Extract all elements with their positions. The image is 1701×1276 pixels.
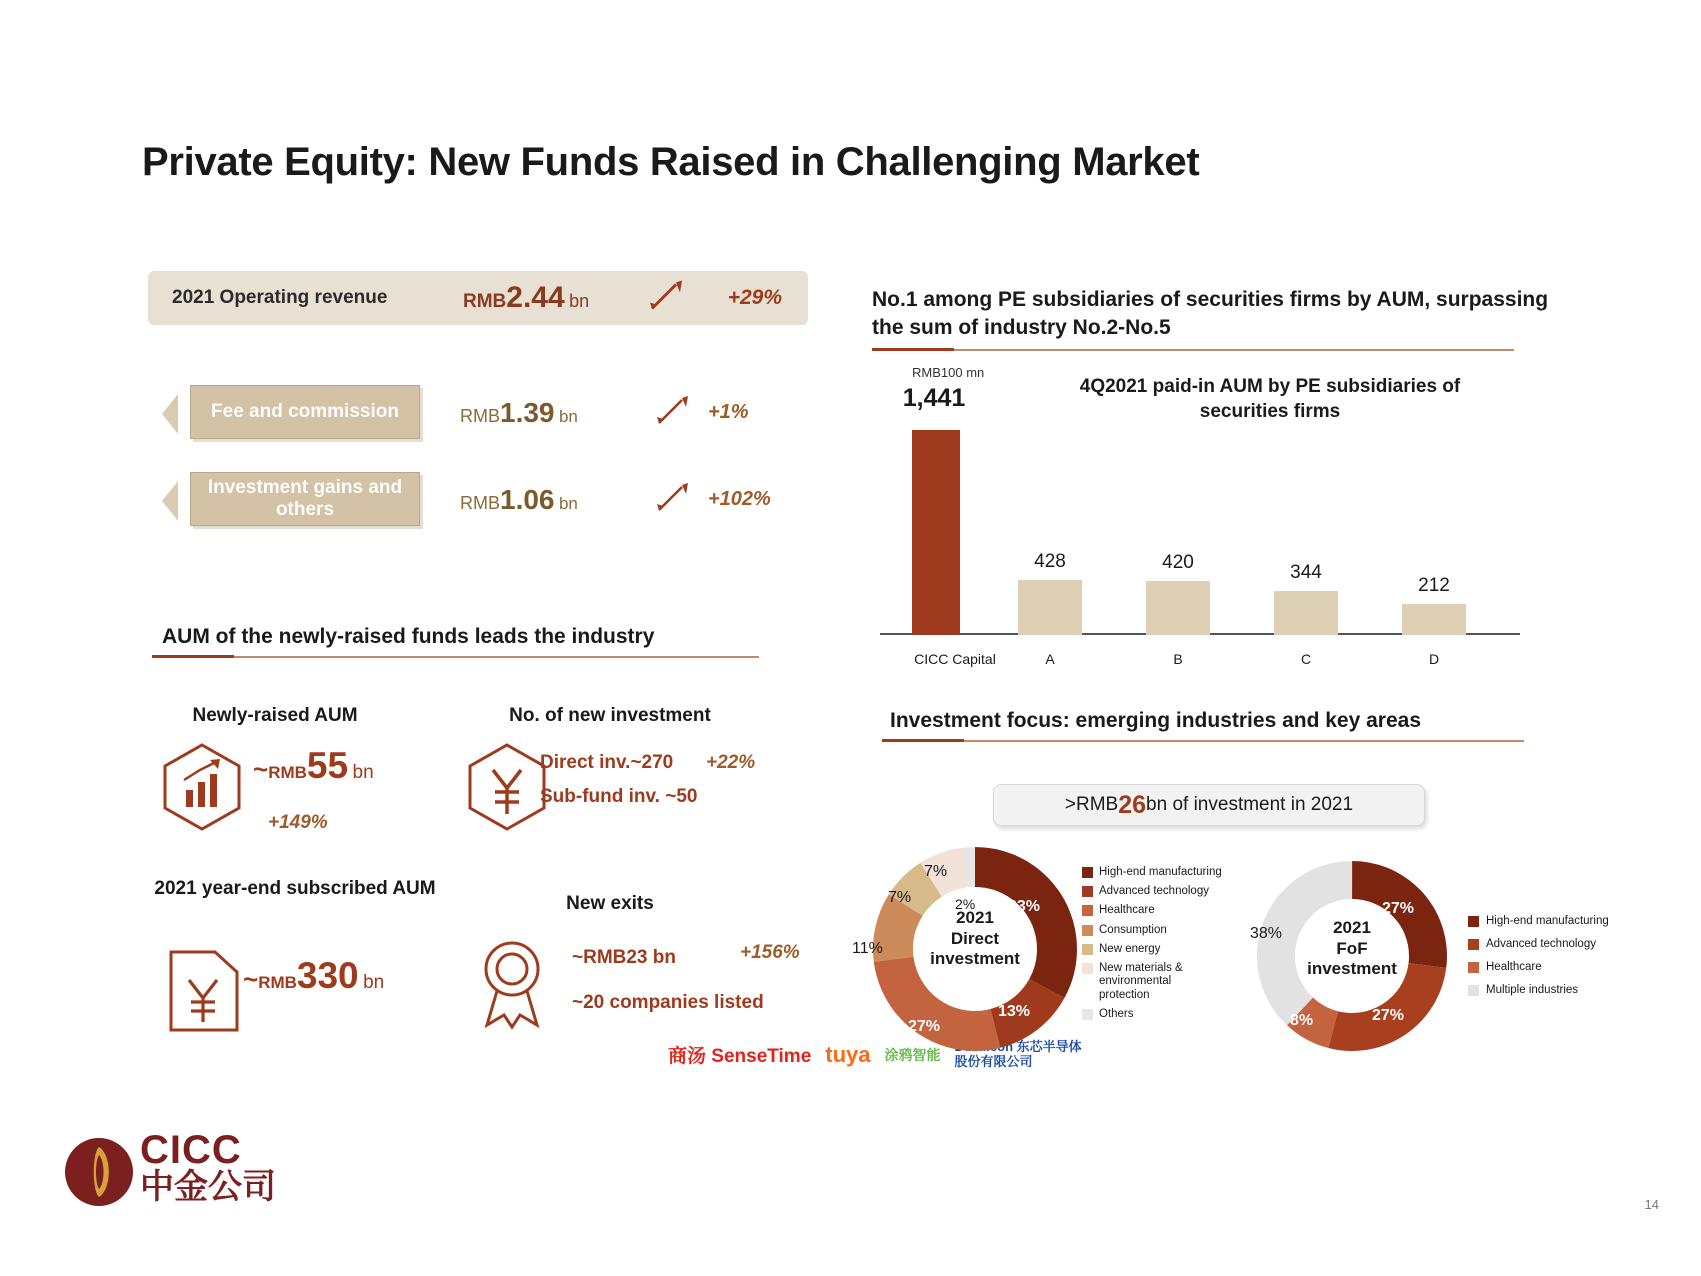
bar-value-b: 420 [1162, 552, 1194, 573]
legend-item [1082, 924, 1222, 937]
direct-investment-legend [1082, 866, 1222, 1027]
legend-item [1468, 984, 1648, 996]
legend-item [1468, 961, 1648, 973]
direct-investment-center-label: 2021 Direct investment [930, 908, 1020, 969]
legend-swatch [1468, 916, 1479, 927]
investment-total-pill [993, 784, 1425, 826]
unit: bn [352, 762, 374, 783]
unit: bn [558, 494, 578, 513]
legend-swatch [1082, 925, 1093, 936]
approx-symbol: ~ [253, 754, 269, 784]
legend-item [1082, 962, 1222, 1002]
heading-rule-accent [882, 739, 964, 742]
breakdown-change-fee: +1% [708, 401, 749, 423]
bar-category-c: C [1300, 651, 1312, 667]
chart-hexagon-icon [160, 742, 244, 837]
bar-value-a: 428 [1034, 551, 1066, 572]
document-yuan-icon [165, 948, 243, 1039]
currency-label: RMB [460, 493, 500, 513]
donut-label-7b: 7% [924, 863, 948, 880]
legend-label: New materials & environmental protection [1099, 962, 1183, 1001]
legend-label: Others [1099, 1007, 1134, 1020]
legend-swatch [1082, 944, 1093, 955]
subscribed-aum-label: 2021 year-end subscribed AUM [154, 878, 436, 899]
bar-chart-unit-label: RMB100 mn [912, 365, 985, 380]
new-investment-label: No. of new investment [509, 705, 711, 726]
brand-logo-sensetime: 商汤 SenseTime [668, 1046, 812, 1068]
page-number: 14 [1644, 1197, 1659, 1212]
bar-category-cicc: CICC Capital [914, 651, 996, 667]
legend-label: Multiple industries [1486, 984, 1579, 996]
bar-a [1018, 580, 1082, 635]
legend-item [1468, 915, 1648, 927]
bar-value-d: 212 [1418, 575, 1450, 596]
legend-label: Advanced technology [1099, 885, 1209, 898]
breakdown-row-investment-gains [148, 472, 808, 530]
up-arrow-icon [653, 393, 693, 432]
heading-rule [234, 656, 759, 658]
new-exits-note: ~20 companies listed [572, 992, 764, 1013]
aum-section-heading: AUM of the newly-raised funds leads the industry [162, 625, 655, 648]
bar-category-a: A [1045, 651, 1055, 667]
value: 1.06 [500, 484, 555, 515]
fof-investment-legend [1468, 915, 1648, 1007]
donut-label-7a: 7% [888, 889, 912, 906]
bar-category-b: B [1173, 651, 1183, 667]
brand-logo-tuya: tuya [825, 1041, 871, 1067]
unit: bn [569, 291, 590, 311]
legend-item [1082, 904, 1222, 917]
legend-swatch [1082, 905, 1093, 916]
aum-rank-heading: No.1 among PE subsidiaries of securities firms by AUM, surpassing the sum of industry No.2-No.5 [872, 288, 1549, 340]
new-exits-value: ~RMB23 bn [572, 947, 676, 968]
breakdown-label-investment-gains: Investment gains and others [190, 472, 420, 526]
breakdown-row-fee [148, 385, 808, 443]
direct-investment-change: +22% [706, 752, 756, 773]
newly-raised-aum-label: Newly-raised AUM [192, 705, 358, 726]
pill-suffix: bn of investment in 2021 [1146, 794, 1354, 815]
operating-revenue-change: +29% [727, 286, 782, 309]
bar-c [1274, 591, 1338, 635]
direct-investment-value: Direct inv.~270 [540, 752, 674, 773]
up-arrow-icon [646, 279, 688, 318]
fof-label-8: 8% [1290, 1012, 1314, 1029]
operating-revenue-box [148, 271, 808, 325]
currency-label: RMB [258, 973, 297, 992]
legend-label: Healthcare [1099, 904, 1155, 917]
heading-rule-accent [152, 655, 234, 658]
legend-item [1082, 1008, 1222, 1021]
legend-item [1082, 885, 1222, 898]
bar-value-cicc: 1,441 [902, 384, 966, 412]
operating-revenue-amount [463, 281, 589, 315]
value: 1.39 [500, 397, 555, 428]
donut-label-11: 11% [852, 940, 883, 957]
legend-item [1082, 943, 1222, 956]
legend-label: Advanced technology [1486, 938, 1596, 950]
legend-swatch [1082, 963, 1093, 974]
page-title: Private Equity: New Funds Raised in Challenging Market [142, 140, 1200, 184]
legend-label: High-end manufacturing [1486, 915, 1609, 927]
bar-chart-title: 4Q2021 paid-in AUM by PE subsidiaries of securities firms [1079, 376, 1461, 422]
operating-revenue-label: 2021 Operating revenue [172, 287, 388, 308]
cicc-logo-text [140, 1130, 276, 1206]
cicc-logo-icon [62, 1135, 136, 1214]
legend-swatch [1468, 939, 1479, 950]
bar-value-c: 344 [1290, 562, 1322, 583]
legend-label: Healthcare [1486, 961, 1542, 973]
breakdown-amount-fee [460, 397, 578, 429]
value: 330 [296, 955, 359, 996]
legend-item [1468, 938, 1648, 950]
new-exits-label: New exits [566, 893, 654, 914]
logo-latin: CICC [140, 1128, 242, 1173]
pill-prefix: >RMB [1064, 794, 1119, 815]
breakdown-change-investment-gains: +102% [708, 488, 771, 510]
pill-amount: 26 [1118, 790, 1147, 819]
bar-d [1402, 604, 1466, 635]
donut-label-13: 13% [998, 1003, 1031, 1020]
heading-rule-accent [872, 348, 954, 351]
heading-rule [964, 740, 1524, 742]
unit: bn [363, 972, 385, 993]
legend-swatch [1082, 886, 1093, 897]
newly-raised-aum-growth: +149% [268, 812, 328, 833]
currency-label: RMB [463, 291, 507, 312]
legend-swatch [1468, 985, 1479, 996]
legend-swatch [1468, 962, 1479, 973]
fof-investment-center-label: 2021 FoF investment [1307, 918, 1397, 979]
donut-label-2: 2% [955, 896, 976, 912]
bar-b [1146, 581, 1210, 635]
bar-cicc [912, 430, 960, 635]
donut-label-27: 27% [908, 1018, 941, 1035]
legend-swatch [1082, 1009, 1093, 1020]
left-triangle-icon [162, 394, 178, 434]
legend-swatch [1082, 867, 1093, 878]
left-triangle-icon [162, 481, 178, 521]
legend-label: High-end manufacturing [1099, 866, 1222, 878]
yuan-hexagon-icon [465, 742, 549, 837]
brand-logo-tuya-cn: 涂鸦智能 [884, 1046, 941, 1063]
breakdown-label-fee: Fee and commission [190, 385, 420, 439]
approx-symbol: ~ [243, 964, 259, 994]
value: 2.44 [506, 281, 565, 314]
newly-raised-aum-value [253, 745, 374, 787]
unit: bn [558, 407, 578, 426]
fof-label-38: 38% [1250, 925, 1283, 942]
fof-label-27a: 27% [1382, 900, 1415, 917]
logo-chinese: 中金公司 [140, 1168, 276, 1207]
brand-logo-dosilicon: Dosilicon 东芯半导体股份有限公司 [954, 1039, 1082, 1069]
currency-label: RMB [268, 763, 307, 782]
new-exits-change: +156% [740, 942, 800, 963]
sub-fund-investment-value: Sub-fund inv. ~50 [540, 786, 698, 807]
legend-label: Consumption [1099, 923, 1167, 936]
bar-category-d: D [1428, 651, 1440, 667]
subscribed-aum-value [243, 955, 384, 997]
donut-label-33: 33% [1008, 898, 1041, 915]
currency-label: RMB [460, 406, 500, 426]
investment-focus-heading: Investment focus: emerging industries and key areas [890, 709, 1422, 732]
heading-rule [954, 349, 1514, 351]
award-ribbon-icon [470, 935, 554, 1036]
breakdown-amount-investment-gains [460, 484, 578, 516]
up-arrow-icon [653, 480, 693, 519]
value: 55 [306, 745, 349, 786]
fof-label-27b: 27% [1372, 1007, 1405, 1024]
legend-label: New energy [1099, 942, 1161, 955]
legend-item [1082, 866, 1222, 879]
